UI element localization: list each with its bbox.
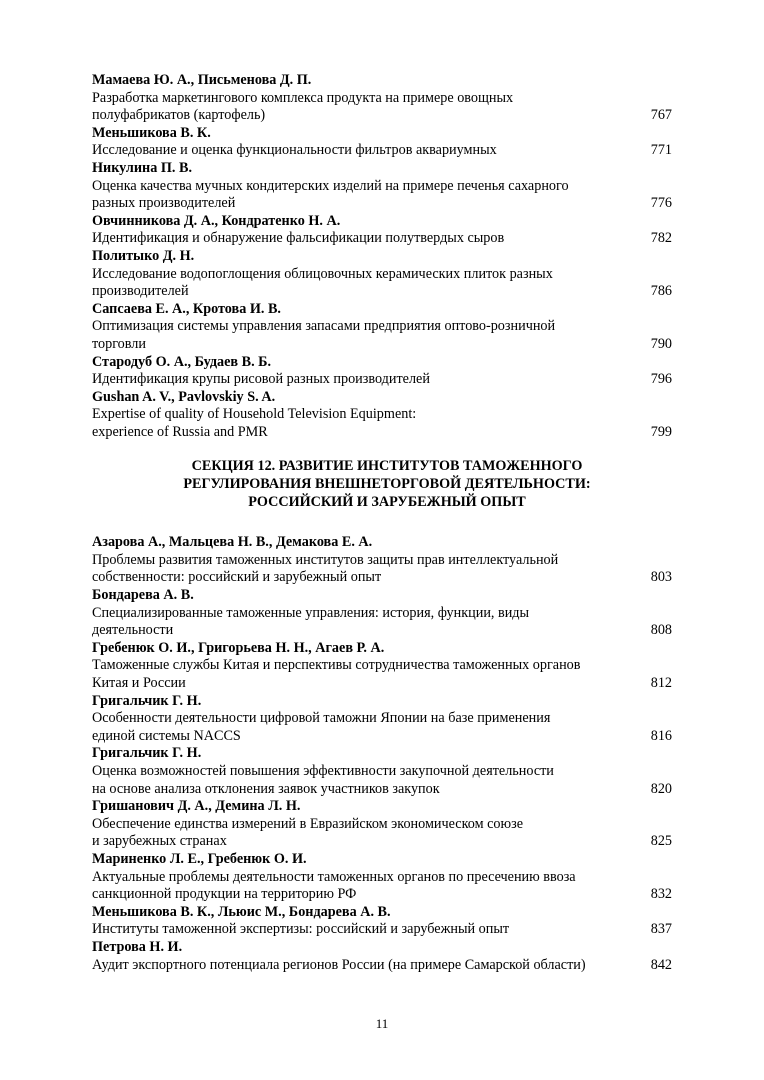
entry-page-number: 799 bbox=[650, 423, 672, 440]
entry-title-line: Оценка возможностей повышения эффективности закупочной деятельности bbox=[92, 762, 554, 779]
entry-title-line: Идентификация и обнаружение фальсификации полутвердых сыров bbox=[92, 230, 505, 247]
toc-entry bbox=[92, 389, 674, 442]
entry-title-line: на основе анализа отклонения заявок участников закупок bbox=[92, 780, 440, 797]
entry-title-line: Аудит экспортного потенциала регионов России (на примере Самарской области) bbox=[92, 956, 586, 973]
entry-authors: Гришанович Д. А., Демина Л. Н. bbox=[92, 798, 301, 815]
entry-authors: Мамаева Ю. А., Письменова Д. П. bbox=[92, 72, 312, 88]
entry-title-line: Исследование водопоглощения облицовочных керамических плиток разных bbox=[92, 265, 553, 282]
entry-page-number: 803 bbox=[650, 569, 672, 586]
entry-authors: Мариненко Л. Е., Гребенюк О. И. bbox=[92, 850, 307, 867]
entry-authors: Сапсаева Е. А., Кротова И. В. bbox=[92, 300, 281, 317]
toc-entry bbox=[92, 72, 674, 125]
section-title-line: РОССИЙСКИЙ И ЗАРУБЕЖНЫЙ ОПЫТ bbox=[248, 493, 526, 510]
entry-page-number: 842 bbox=[650, 956, 672, 973]
entry-authors: Gushan A. V., Pavlovskiy S. A. bbox=[92, 388, 276, 405]
entry-page-number: 812 bbox=[650, 675, 672, 691]
entry-authors: Петрова Н. И. bbox=[92, 938, 183, 955]
toc-entry bbox=[92, 213, 674, 248]
entry-title-line: разных производителей bbox=[92, 195, 236, 212]
entry-title-line: Expertise of quality of Household Television Equipment: bbox=[92, 406, 417, 423]
entry-page-number: 808 bbox=[650, 622, 672, 639]
entry-title-line: experience of Russia and PMR bbox=[92, 423, 268, 440]
toc-list-before bbox=[92, 72, 674, 441]
entry-title-line: Институты таможенной экспертизы: российский и зарубежный опыт bbox=[92, 921, 510, 938]
toc-entry bbox=[92, 798, 674, 851]
toc-entry bbox=[92, 587, 674, 640]
entry-title-line: Специализированные таможенные управления: история, функции, виды bbox=[92, 604, 530, 621]
entry-page-number: 837 bbox=[650, 921, 672, 938]
entry-page-number: 790 bbox=[650, 335, 672, 352]
page-number: 11 bbox=[375, 1016, 389, 1031]
entry-title-line: Идентификация крупы рисовой разных производителей bbox=[92, 371, 430, 388]
entry-title-line: торговли bbox=[92, 335, 146, 352]
entry-page-number: 767 bbox=[650, 107, 672, 124]
entry-page-number: 786 bbox=[650, 283, 672, 300]
entry-title-line: Актуальные проблемы деятельности таможенных органов по пресечению ввоза bbox=[92, 868, 576, 885]
entry-page-number: 820 bbox=[650, 780, 672, 797]
entry-authors: Гребенюк О. И., Григорьева Н. Н., Агаев Р. А. bbox=[92, 639, 385, 656]
section-title-line: СЕКЦИЯ 12. РАЗВИТИЕ ИНСТИТУТОВ ТАМОЖЕННОГО bbox=[191, 458, 583, 475]
entry-title-line: Оптимизация системы управления запасами предприятия оптово-розничной bbox=[92, 318, 556, 335]
toc-entry bbox=[92, 939, 674, 974]
toc-entry bbox=[92, 534, 674, 587]
toc-entry bbox=[92, 125, 674, 160]
toc-entry bbox=[92, 693, 674, 746]
entry-authors: Азарова А., Мальцева Н. В., Демакова Е. А. bbox=[92, 534, 373, 551]
toc-entry bbox=[92, 745, 674, 798]
entry-title-line: Особенности деятельности цифровой таможни Японии на базе применения bbox=[92, 710, 551, 727]
entry-authors: Григальчик Г. Н. bbox=[92, 745, 202, 762]
entry-authors: Политыко Д. Н. bbox=[92, 247, 195, 264]
toc-entry bbox=[92, 904, 674, 939]
entry-authors: Бондарева А. В. bbox=[92, 587, 194, 604]
section-heading bbox=[92, 458, 674, 511]
toc-entry bbox=[92, 248, 674, 301]
entry-page-number: 796 bbox=[650, 371, 672, 388]
entry-title-line: Проблемы развития таможенных институтов защиты прав интеллектуальной bbox=[92, 551, 559, 568]
entry-title-line: полуфабрикатов (картофель) bbox=[92, 107, 266, 124]
entry-page-number: 776 bbox=[650, 195, 672, 212]
toc-entry bbox=[92, 301, 674, 354]
entry-page-number: 782 bbox=[650, 230, 672, 247]
entry-page-number: 825 bbox=[650, 833, 672, 850]
entry-authors: Григальчик Г. Н. bbox=[92, 692, 202, 709]
toc-list-after bbox=[92, 534, 674, 974]
entry-title-line: Оценка качества мучных кондитерских изделий на примере печенья сахарного bbox=[92, 177, 569, 194]
entry-title-line: деятельности bbox=[92, 622, 174, 639]
entry-authors: Овчинникова Д. А., Кондратенко Н. А. bbox=[92, 212, 341, 229]
entry-authors: Меньшикова В. К. bbox=[92, 124, 211, 141]
entry-page-number: 832 bbox=[650, 886, 672, 903]
entry-title-line: собственности: российский и зарубежный опыт bbox=[92, 569, 382, 586]
section-title-line: РЕГУЛИРОВАНИЯ ВНЕШНЕТОРГОВОЙ ДЕЯТЕЛЬНОСТИ: bbox=[183, 476, 591, 493]
entry-title-line: и зарубежных странах bbox=[92, 833, 227, 850]
entry-title-line: Разработка маркетингового комплекса продукта на примере овощных bbox=[92, 89, 514, 106]
entry-title-line: Обеспечение единства измерений в Евразийском экономическом союзе bbox=[92, 815, 524, 832]
entry-authors: Стародуб О. А., Будаев В. Б. bbox=[92, 353, 272, 370]
toc-entry bbox=[92, 851, 674, 904]
entry-authors: Никулина П. В. bbox=[92, 159, 193, 176]
entry-title-line: Исследование и оценка функциональности фильтров аквариумных bbox=[92, 142, 497, 159]
toc-entry bbox=[92, 640, 674, 693]
entry-page-number: 771 bbox=[650, 142, 672, 159]
toc-entry bbox=[92, 354, 674, 389]
entry-authors: Меньшикова В. К., Льюис М., Бондарева А. В. bbox=[92, 903, 391, 920]
entry-title-line: производителей bbox=[92, 283, 189, 300]
entry-page-number: 816 bbox=[650, 727, 672, 744]
entry-title-line: санкционной продукции на территорию РФ bbox=[92, 886, 357, 903]
entry-title-line: Китая и России bbox=[92, 675, 186, 691]
toc-entry bbox=[92, 160, 674, 213]
entry-title-line: единой системы NACCS bbox=[92, 727, 241, 744]
toc-page bbox=[92, 72, 674, 974]
entry-title-line: Таможенные службы Китая и перспективы сотрудничества таможенных органов bbox=[92, 657, 581, 674]
